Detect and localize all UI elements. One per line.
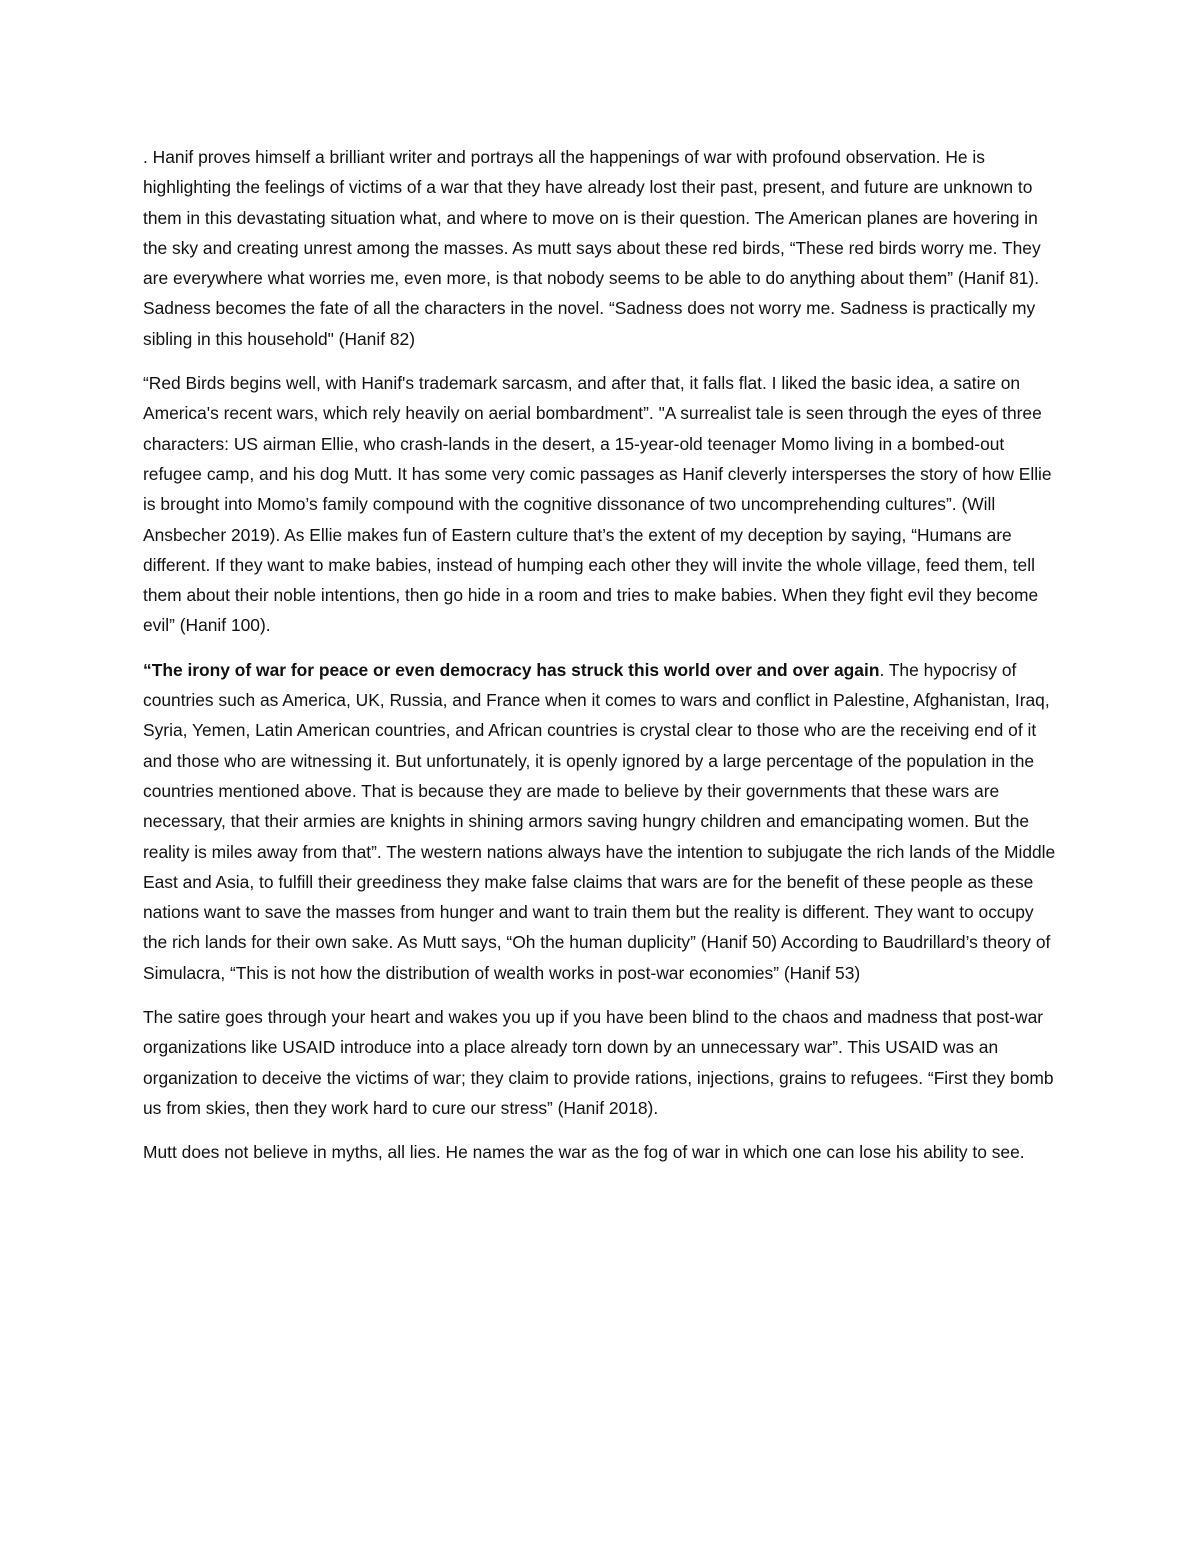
paragraph-2 [143,368,1058,641]
paragraph-5-text: Mutt does not believe in myths, all lies. He names the war as the fog of war in which one can lose his ability to see. [143,1142,1025,1163]
paragraph-4-text: The satire goes through your heart and wakes you up if you have been blind to the chaos and madness that post-war organizations like USAID introduce into a place already torn down by an unnecessary war”. This USAID was an organization to deceive the victims of war; they claim to provide rations, injections, grains to refugees. “First they bomb us from skies, then they work hard to cure our stress” (Hanif 2018). [143,1007,1054,1118]
paragraph-4 [143,1002,1058,1123]
paragraph-2-text: “Red Birds begins well, with Hanif's trademark sarcasm, and after that, it falls flat. I liked the basic idea, a satire on America's recent wars, which rely heavily on aerial bombardment”. "A surrealist tale is seen through the eyes of three characters: US airman Ellie, who crash-lands in the desert, a 15-year-old teenager Momo living in a bombed-out refugee camp, and his dog Mutt. It has some very comic passages as Hanif cleverly intersperses the story of how Ellie is brought into Momo’s family compound with the cognitive dissonance of two uncomprehending cultures”. (Will Ansbecher 2019). As Ellie makes fun of Eastern culture that’s the extent of my deception by saying, “Humans are different. If they want to make babies, instead of humping each other they will invite the whole village, feed them, tell them about their noble intentions, then go hide in a room and tries to make babies. When they fight evil they become evil” (Hanif 100). [143,373,1052,636]
paragraph-3-bold-lead: “The irony of war for peace or even democracy has struck this world over and over again [143,659,880,680]
paragraph-1 [143,142,1058,354]
paragraph-3-text: . The hypocrisy of countries such as America, UK, Russia, and France when it comes to wars and conflict in Palestine, Afghanistan, Iraq, Syria, Yemen, Latin American countries, and African countries is crystal clear to those who are the receiving end of it and those who are witnessing it. But unfortunately, it is openly ignored by a large percentage of the population in the countries mentioned above. That is because they are made to believe by their governments that these wars are necessary, that their armies are knights in shining armors saving hungry children and emancipating women. But the reality is miles away from that”. The western nations always have the intention to subjugate the rich lands of the Middle East and Asia, to fulfill their greediness they make false claims that wars are for the benefit of these people as these nations want to save the masses from hunger and want to train them but the reality is different. They want to occupy the rich lands for their own sake. As Mutt says, “Oh the human duplicity” (Hanif 50) According to Baudrillard’s theory of Simulacra, “This is not how the distribution of wealth works in post-war economies” (Hanif 53) [143,659,1056,983]
paragraph-3 [143,655,1058,988]
paragraph-1-text: . Hanif proves himself a brilliant writer and portrays all the happenings of war with profound observation. He is highlighting the feelings of victims of a war that they have already lost their past, present, and future are unknown to them in this devastating situation what, and where to move on is their question. The American planes are hovering in the sky and creating unrest among the masses. As mutt says about these red birds, “These red birds worry me. They are everywhere what worries me, even more, is that nobody seems to be able to do anything about them” (Hanif 81). Sadness becomes the fate of all the characters in the novel. “Sadness does not worry me. Sadness is practically my sibling in this household" (Hanif 82) [143,147,1041,349]
document-page [143,142,1058,1168]
paragraph-5 [143,1137,1058,1167]
